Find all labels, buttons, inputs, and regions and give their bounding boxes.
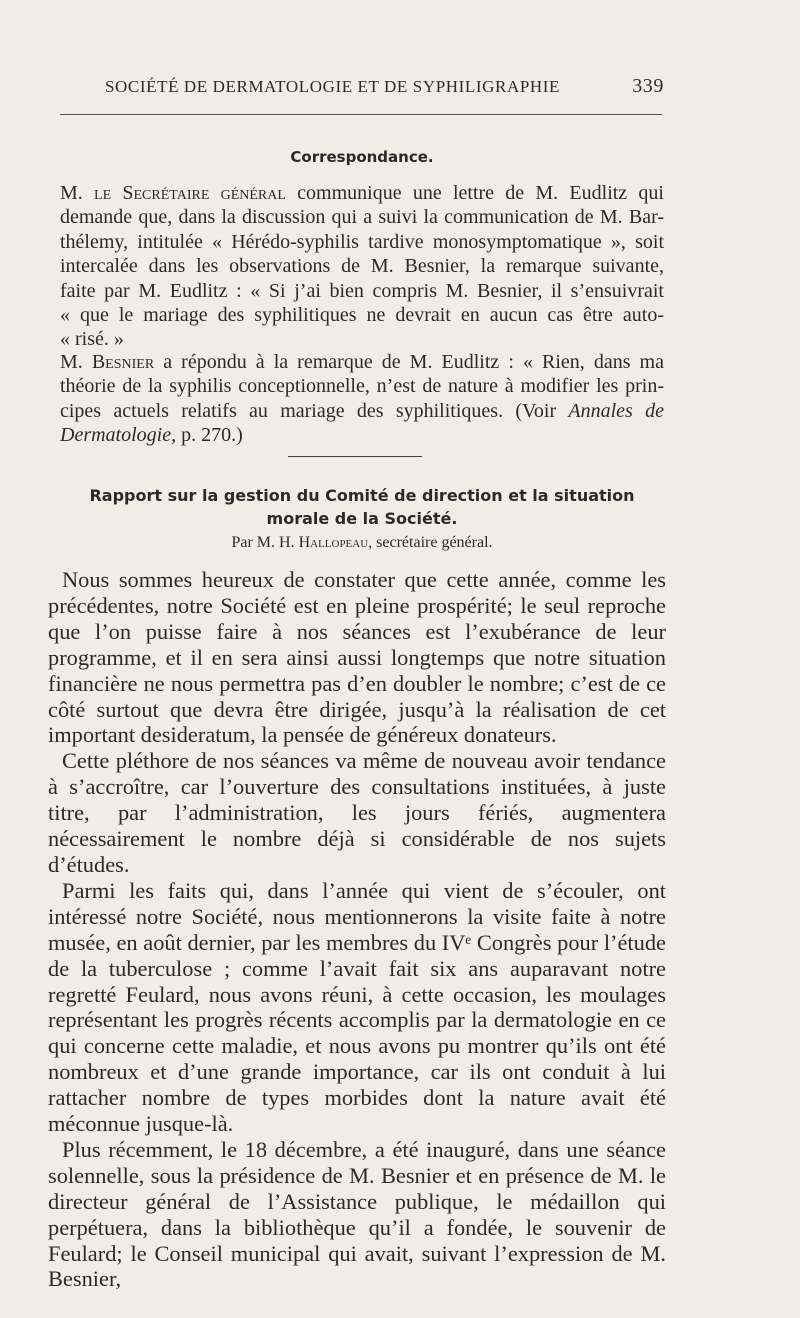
text-line: faite par M. Eudlitz : « Si j’ai bien compris M. Besnier, il s’ensuivrait bbox=[60, 279, 664, 302]
section-divider bbox=[288, 456, 422, 457]
correspondance-title: Correspondance. bbox=[290, 148, 434, 166]
rapport-title: Rapport sur la gestion du Comité de direction et la situation morale de la Société. bbox=[89, 486, 635, 528]
text-line: demande que, dans la discussion qui a suivi la communication de M. Bar- bbox=[60, 206, 664, 229]
byline: Par M. H. Hallopeau, secrétaire général. bbox=[231, 534, 493, 551]
text-line: intercalée dans les observations de M. Besnier, la remarque suivante, bbox=[60, 255, 664, 278]
author-name: Hallopeau bbox=[298, 534, 369, 551]
running-head bbox=[60, 77, 664, 101]
body-paragraph: Cette pléthore de nos séances va même de nouveau avoir tendance à s’accroître, car l’ouverture des consultations instituées, à juste titre, par l’administration, les jours fériés, augmentera nécessairement le nombre déjà si considérable de nos sujets d’études. bbox=[48, 748, 666, 877]
text-line: théorie de la syphilis conceptionnelle, n’est de nature à modifier les prin- bbox=[60, 375, 664, 398]
header-rule bbox=[60, 114, 662, 115]
correspondance-paragraph-1 bbox=[60, 181, 664, 352]
text-line: M. le Secrétaire général communique une lettre de M. Eudlitz qui bbox=[60, 182, 664, 204]
text-line: M. Besnier a répondu à la remarque de M. Eudlitz : « Rien, dans ma bbox=[60, 351, 664, 373]
text-line: « que le mariage des syphilitiques ne devrait en aucun cas être auto- bbox=[60, 304, 664, 327]
text-line: « risé. » bbox=[60, 328, 124, 351]
correspondance-paragraph-2 bbox=[60, 350, 664, 448]
body-paragraph: Plus récemment, le 18 décembre, a été inauguré, dans une séance solennelle, sous la présidence de M. Besnier et en présence de M. le directeur général de l’Assistance publique, le médaillon qui perpétuera, dans la bibliothèque qu’il a fondée, le souvenir de Feulard; le Conseil municipal qui avait, suivant l’expression de M. Besnier, bbox=[48, 1136, 666, 1292]
page-number: 339 bbox=[632, 75, 664, 97]
italic-reference: Annales de bbox=[568, 399, 665, 422]
body-paragraph: Nous sommes heureux de constater que cette année, comme les précédentes, notre Société est en pleine prospérité; le seul reproche que l’on puisse faire à nos séances est l’exubérance de leur programme, et il en sera ainsi aussi longtemps que notre situation financière ne nous permettra pas d’en doubler le nombre; c’est de ce côté surtout que devra être dirigée, jusqu’à la réalisation de cet important desideratum, la pensée de généreux donateurs. bbox=[48, 567, 666, 748]
body-paragraph: Parmi les faits qui, dans l’année qui vient de s’écouler, ont intéressé notre Société, nous mentionnerons la visite faite à notre musée, en août dernier, par les membres du IVᵉ Congrès pour l’étude de la tuberculose ; comme l’avait fait six ans auparavant notre regretté Feulard, nous avons réuni, à cette occasion, les moulages représentant les progrès récents accomplis par la dermatologie en ce qui concerne cette maladie, et nous avons pu montrer qu’ils ont été nombreux et d’une grande importance, car ils ont conduit à lui rattacher nombre de types morbides dont la nature avait été méconnue jusque-là. bbox=[48, 877, 666, 1137]
running-title: SOCIÉTÉ DE DERMATOLOGIE ET DE SYPHILIGRAPHIE bbox=[105, 77, 561, 96]
text-line: cipes actuels relatifs au mariage des syphilitiques. (Voir Annales de bbox=[60, 399, 665, 422]
text-line: Dermatologie, p. 270.) bbox=[60, 424, 243, 447]
text-line: thélemy, intitulée « Hérédo-syphilis tardive monosymptomatique », soit bbox=[60, 230, 664, 253]
rapport-body bbox=[48, 567, 666, 1292]
